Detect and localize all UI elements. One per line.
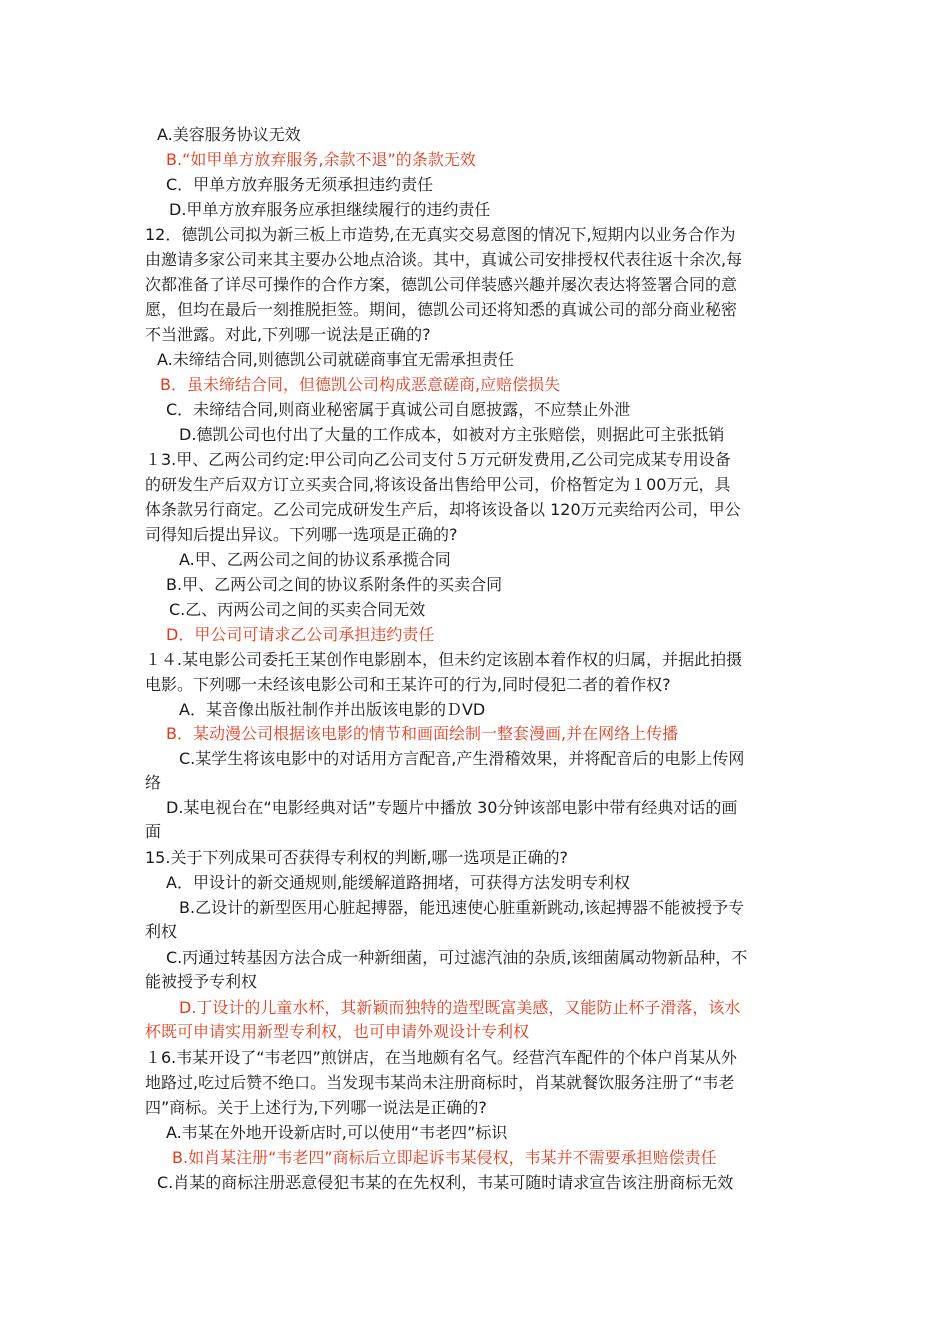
- text-line: A.甲、乙两公司之间的协议系承揽合同: [179, 550, 451, 569]
- text-line: C.乙、丙两公司之间的买卖合同无效: [169, 600, 426, 619]
- text-line: C.肖某的商标注册恶意侵犯韦某的在先权利，韦某可随时请求宣告该注册商标无效: [157, 1173, 734, 1192]
- text-line: 体条款另行商定。乙公司完成研发生产后，却将该设备以 120万元卖给丙公司，甲公: [145, 500, 741, 519]
- text-line: B.如肖某注册“韦老四”商标后立即起诉韦某侵权，韦某并不需要承担赔偿责任: [172, 1148, 717, 1167]
- text-line: B．虽未缔结合同，但德凯公司构成恶意磋商,应赔偿损失: [160, 375, 561, 394]
- text-line: C．甲单方放弃服务无须承担违约责任: [166, 175, 434, 194]
- text-line: 能被授予专利权: [145, 972, 258, 991]
- text-line: A.美容服务协议无效: [157, 125, 301, 144]
- text-line: 面: [145, 822, 162, 841]
- text-line: 不当泄露。对此,下列哪一说法是正确的?: [145, 325, 431, 344]
- text-line: 12．德凯公司拟为新三板上市造势,在无真实交易意图的情况下,短期内以业务合作为: [145, 225, 736, 244]
- text-line: 电影。下列哪一未经该电影公司和王某许可的行为,同时侵犯二者的着作权?: [145, 675, 671, 694]
- text-line: D.甲单方放弃服务应承担继续履行的违约责任: [169, 200, 491, 219]
- text-line: 利权: [145, 922, 178, 941]
- text-line: B.“如甲单方放弃服务,余款不退”的条款无效: [166, 150, 476, 169]
- text-line: 由邀请多家公司来其主要办公地点洽谈。其中，真诚公司安排授权代表往返十余次,每: [145, 250, 743, 269]
- text-line: D.某电视台在“电影经典对话”专题片中播放 30分钟该部电影中带有经典对话的画: [166, 798, 738, 817]
- text-line: A.韦某在外地开设新店时,可以使用“韦老四”标识: [166, 1123, 508, 1142]
- text-line: D．甲公司可请求乙公司承担违约责任: [166, 625, 435, 644]
- text-line: 地路过,吃过后赞不绝口。当发现韦某尚未注册商标时，肖某就餐饮服务注册了“韦老: [145, 1073, 735, 1092]
- text-line: A.未缔结合同,则德凯公司就磋商事宜无需承担责任: [157, 350, 514, 369]
- text-line: C.某学生将该电影中的对话用方言配音,产生滑稽效果，并将配音后的电影上传网: [179, 749, 745, 768]
- text-line: 络: [145, 773, 162, 792]
- text-line: C．未缔结合同,则商业秘密属于真诚公司自愿披露，不应禁止外泄: [166, 400, 631, 419]
- text-line: １6.韦某开设了“韦老四”煎饼店，在当地颇有名气。经营汽车配件的个体户肖某从外: [145, 1048, 737, 1067]
- text-line: C.丙通过转基因方法合成一种新细菌，可过滤汽油的杂质,该细菌属动物新品种，不: [166, 948, 748, 967]
- text-line: １3.甲、乙两公司约定:甲公司向乙公司支付５万元研发费用,乙公司完成某专用设备: [145, 450, 731, 469]
- text-line: D.德凯公司也付出了大量的工作成本，如被对方主张赔偿，则据此可主张抵销: [179, 425, 725, 444]
- text-line: 四”商标。关于上述行为,下列哪一说法是正确的?: [145, 1098, 487, 1117]
- text-line: 愿，但均在最后一刻推脱拒签。期间，德凯公司还将知悉的真诚公司的部分商业秘密: [145, 300, 738, 319]
- text-line: 次都准备了详尽可操作的合作方案，德凯公司佯装感兴趣并屡次表达将签署合同的意: [145, 275, 738, 294]
- text-line: B．某动漫公司根据该电影的情节和画面绘制一整套漫画,并在网络上传播: [166, 724, 679, 743]
- text-line: B.乙设计的新型医用心脏起搏器，能迅速使心脏重新跳动,该起搏器不能被授予专: [179, 898, 745, 917]
- text-line: A．某音像出版社制作并出版该电影的ＤVD: [179, 700, 486, 719]
- text-line: D.丁设计的儿童水杯，其新颖而独特的造型既富美感，又能防止杯子滑落，该水: [179, 998, 741, 1017]
- text-line: 司得知后提出异议。下列哪一选项是正确的?: [145, 525, 458, 544]
- text-line: 的研发生产后双方订立买卖合同,将该设备出售给甲公司，价格暂定为１00万元，具: [145, 475, 731, 494]
- text-line: B.甲、乙两公司之间的协议系附条件的买卖合同: [166, 575, 503, 594]
- text-line: 15.关于下列成果可否获得专利权的判断,哪一选项是正确的?: [145, 848, 569, 867]
- text-line: 杯既可申请实用新型专利权，也可申请外观设计专利权: [145, 1022, 530, 1041]
- text-line: A．甲设计的新交通规则,能缓解道路拥堵，可获得方法发明专利权: [166, 873, 631, 892]
- text-line: １４.某电影公司委托王某创作电影剧本，但未约定该剧本着作权的归属，并据此拍摄: [145, 650, 743, 669]
